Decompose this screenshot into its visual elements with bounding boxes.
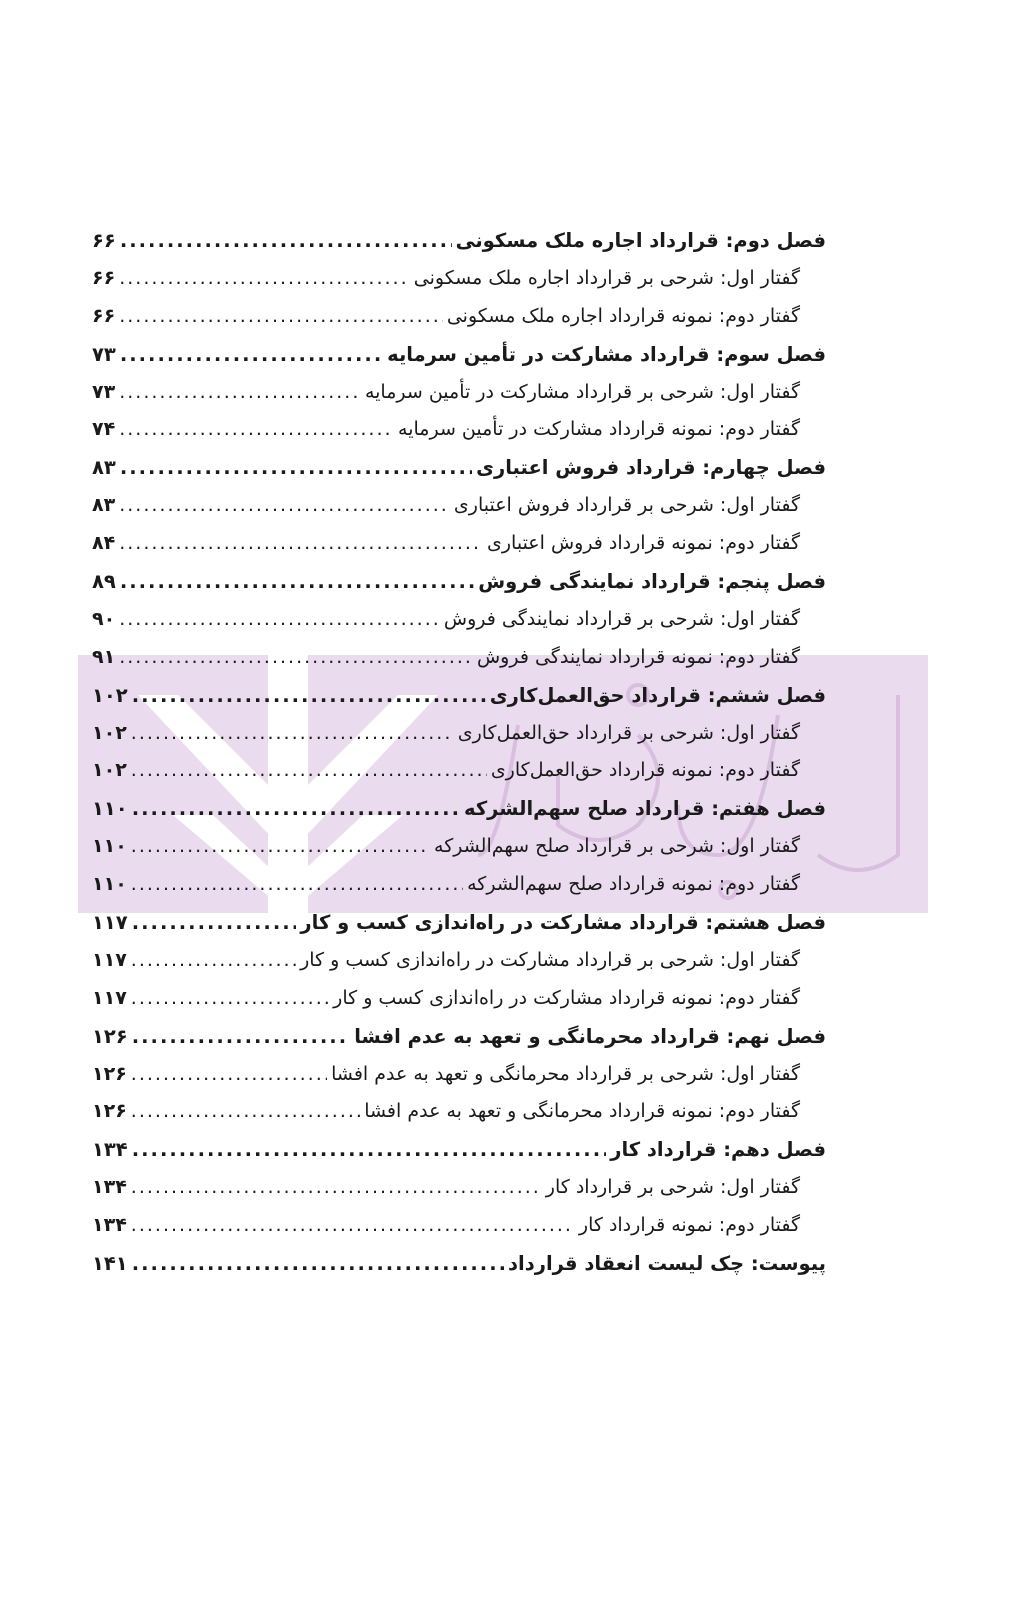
dot-leader — [119, 298, 443, 336]
toc-section-entry[interactable] — [92, 374, 826, 412]
page-number: ۱۱۷ — [92, 948, 127, 971]
page-number: ۷۳ — [92, 342, 116, 366]
page-number: ۸۹ — [92, 570, 116, 594]
dot-leader — [119, 601, 440, 639]
entry-title: گفتار اول: شرحی بر قرارداد نمایندگی فروش — [443, 607, 800, 630]
dot-leader — [132, 677, 486, 715]
dot-leader — [132, 1131, 607, 1169]
page-number: ۱۲۶ — [92, 1062, 127, 1085]
toc-section-entry[interactable] — [92, 1093, 826, 1131]
entry-title: فصل دهم: قرارداد کار — [610, 1138, 826, 1162]
toc-chapter-entry[interactable] — [92, 222, 826, 260]
toc-section-entry[interactable] — [92, 752, 826, 790]
toc-section-entry[interactable] — [92, 525, 826, 563]
entry-title: فصل نهم: قرارداد محرمانگی و تعهد به عدم افشا — [354, 1024, 826, 1048]
page-number: ۱۱۰ — [92, 873, 127, 896]
entry-title: گفتار دوم: نمونه قرارداد مشارکت در راه‌اندازی کسب و کار — [333, 986, 800, 1009]
dot-leader — [132, 1018, 351, 1056]
entry-title: گفتار اول: شرحی بر قرارداد حق‌العمل‌کاری — [457, 721, 800, 744]
entry-title: پیوست: چک لیست انعقاد قرارداد — [508, 1252, 826, 1276]
toc-chapter-entry[interactable] — [92, 563, 826, 601]
entry-title: فصل دوم: قرارداد اجاره ملک مسکونی — [455, 229, 826, 252]
entry-title: گفتار اول: شرحی بر قرارداد محرمانگی و تعهد به عدم افشا — [331, 1062, 800, 1085]
page-number: ۶۶ — [92, 304, 116, 327]
dot-leader — [119, 639, 473, 677]
entry-title: گفتار دوم: نمونه قرارداد حق‌العمل‌کاری — [490, 759, 800, 782]
toc-section-entry[interactable] — [92, 942, 826, 980]
page-number: ۱۰۲ — [92, 683, 128, 707]
toc-section-entry[interactable] — [92, 1056, 826, 1094]
toc-section-entry[interactable] — [92, 487, 826, 525]
entry-title: گفتار دوم: نمونه قرارداد اجاره ملک مسکونی — [446, 304, 800, 327]
toc-chapter-entry[interactable] — [92, 336, 826, 374]
dot-leader — [131, 1207, 575, 1245]
dot-leader — [131, 1169, 542, 1207]
page-number: ۶۶ — [92, 266, 116, 289]
entry-title: فصل هشتم: قرارداد مشارکت در راه‌اندازی کسب و کار — [300, 911, 826, 935]
toc-section-entry[interactable] — [92, 980, 826, 1018]
entry-title: گفتار اول: شرحی بر قرارداد مشارکت در تأمین سرمایه — [364, 380, 800, 403]
entry-title: گفتار دوم: نمونه قرارداد نمایندگی فروش — [476, 645, 800, 668]
toc-section-entry[interactable] — [92, 260, 826, 298]
dot-leader — [132, 790, 460, 828]
page-number: ۷۴ — [92, 418, 116, 441]
toc-chapter-entry[interactable] — [92, 1131, 826, 1169]
entry-title: گفتار اول: شرحی بر قرارداد صلح سهم‌الشرکه — [434, 835, 800, 858]
toc-chapter-entry[interactable] — [92, 790, 826, 828]
dot-leader — [119, 374, 361, 412]
page-number: ۱۱۰ — [92, 835, 127, 858]
entry-title: گفتار اول: شرحی بر قرارداد اجاره ملک مسکونی — [413, 266, 800, 289]
toc-section-entry[interactable] — [92, 298, 826, 336]
entry-title: گفتار دوم: نمونه قرارداد صلح سهم‌الشرکه — [467, 873, 800, 896]
page-number: ۱۱۰ — [92, 797, 128, 821]
entry-title: گفتار دوم: نمونه قرارداد مشارکت در تأمین سرمایه — [398, 418, 800, 441]
dot-leader — [132, 904, 297, 942]
toc-section-entry[interactable] — [92, 1207, 826, 1245]
page-number: ۱۲۶ — [92, 1024, 128, 1048]
dot-leader — [120, 563, 474, 601]
toc-section-entry[interactable] — [92, 411, 826, 449]
entry-title: فصل ششم: قرارداد حق‌العمل‌کاری — [489, 683, 826, 707]
dot-leader — [131, 1056, 327, 1094]
entry-title: گفتار اول: شرحی بر قرارداد مشارکت در راه‌اندازی کسب و کار — [300, 948, 800, 971]
toc-section-entry[interactable] — [92, 828, 826, 866]
toc-chapter-entry[interactable] — [92, 904, 826, 942]
toc-chapter-entry[interactable] — [92, 449, 826, 487]
page-number: ۱۲۶ — [92, 1100, 127, 1123]
toc-section-entry[interactable] — [92, 601, 826, 639]
page-number: ۷۳ — [92, 380, 116, 403]
page-number: ۸۳ — [92, 494, 116, 517]
table-of-contents — [92, 222, 826, 1283]
dot-leader — [120, 222, 452, 260]
page-number: ۱۱۷ — [92, 986, 127, 1009]
dot-leader — [119, 487, 450, 525]
toc-section-entry[interactable] — [92, 639, 826, 677]
toc-section-entry[interactable] — [92, 1169, 826, 1207]
entry-title: گفتار دوم: نمونه قرارداد فروش اعتباری — [487, 532, 800, 555]
dot-leader — [131, 942, 296, 980]
dot-leader — [119, 260, 410, 298]
page-number: ۱۰۲ — [92, 721, 127, 744]
page-number: ۱۴۱ — [92, 1252, 128, 1276]
dot-leader — [131, 715, 454, 753]
dot-leader — [132, 1245, 504, 1283]
entry-title: فصل چهارم: قرارداد فروش اعتباری — [476, 456, 826, 480]
page-number: ۱۳۴ — [92, 1138, 128, 1162]
dot-leader — [119, 411, 394, 449]
dot-leader — [131, 1093, 360, 1131]
toc-chapter-entry[interactable] — [92, 677, 826, 715]
entry-title: گفتار اول: شرحی بر قرارداد کار — [545, 1176, 800, 1199]
entry-title: گفتار دوم: نمونه قرارداد کار — [578, 1214, 800, 1237]
dot-leader — [131, 828, 430, 866]
toc-section-entry[interactable] — [92, 715, 826, 753]
dot-leader — [131, 752, 487, 790]
dot-leader — [120, 336, 383, 374]
entry-title: گفتار دوم: نمونه قرارداد محرمانگی و تعهد به عدم افشا — [364, 1100, 800, 1123]
toc-chapter-entry[interactable] — [92, 1245, 826, 1283]
page-number: ۱۳۴ — [92, 1214, 127, 1237]
page-number: ۱۱۷ — [92, 911, 128, 935]
page-number: ۸۳ — [92, 456, 116, 480]
toc-chapter-entry[interactable] — [92, 1018, 826, 1056]
dot-leader — [131, 980, 329, 1018]
entry-title: فصل پنجم: قرارداد نمایندگی فروش — [478, 570, 826, 594]
page-number: ۹۰ — [92, 607, 116, 630]
page-number: ۸۴ — [92, 532, 116, 555]
toc-section-entry[interactable] — [92, 866, 826, 904]
dot-leader — [131, 866, 463, 904]
dot-leader — [119, 525, 483, 563]
page-number: ۱۳۴ — [92, 1176, 127, 1199]
dot-leader — [120, 449, 472, 487]
page-number: ۶۶ — [92, 229, 116, 252]
entry-title: گفتار اول: شرحی بر قرارداد فروش اعتباری — [453, 494, 800, 517]
entry-title: فصل هفتم: قرارداد صلح سهم‌الشرکه — [464, 797, 826, 821]
entry-title: فصل سوم: قرارداد مشارکت در تأمین سرمایه — [387, 342, 826, 366]
page-number: ۱۰۲ — [92, 759, 127, 782]
page-number: ۹۱ — [92, 645, 116, 668]
